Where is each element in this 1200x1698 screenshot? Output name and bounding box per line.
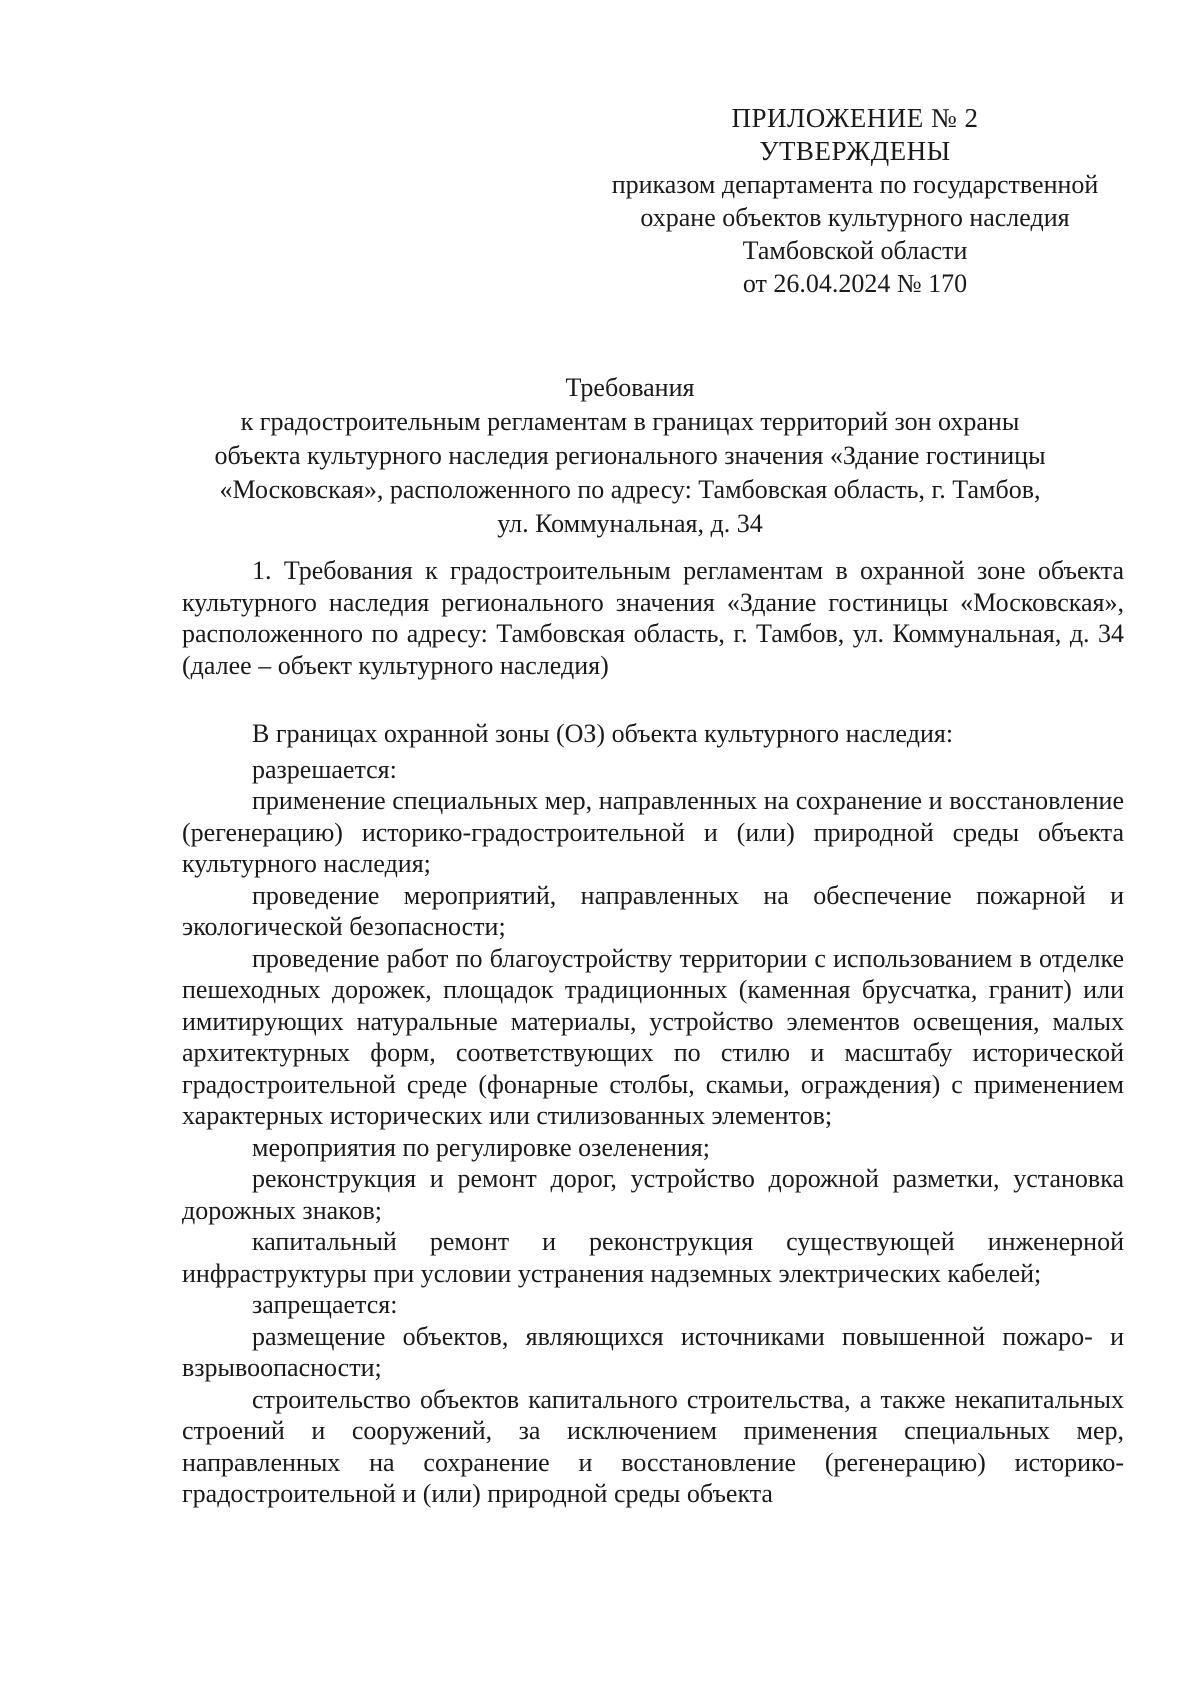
protection-zone-requirements bbox=[182, 718, 1124, 1510]
allowed-label: разрешается: bbox=[252, 754, 397, 784]
title-line: к градостроительным регламентам в границах территорий зон охраны bbox=[240, 407, 1020, 436]
approval-block bbox=[585, 102, 1125, 300]
allowed-item: проведение мероприятий, направленных на обеспечение пожарной и экологической безопасности; bbox=[182, 880, 1124, 941]
allowed-item: мероприятия по регулировке озеленения; bbox=[252, 1132, 710, 1162]
forbidden-item: строительство объектов капитального строительства, а также некапитальных строений и сооружений, за исключением применения специальных мер, направленных на сохранение и восстановление (регенерацию) историко-градостроительной и (или) природной среды объекта bbox=[182, 1384, 1124, 1508]
document-title bbox=[180, 371, 1080, 541]
title-line: Требования bbox=[565, 373, 695, 402]
forbidden-item: размещение объектов, являющихся источниками повышенной пожаро- и взрывоопасности; bbox=[182, 1321, 1124, 1382]
allowed-item: применение специальных мер, направленных на сохранение и восстановление (регенерацию) историко-градостроительной и (или) природной среды объекта культурного наследия; bbox=[182, 786, 1124, 878]
appendix-number: ПРИЛОЖЕНИЕ № 2 bbox=[731, 103, 979, 133]
order-line: охране объектов культурного наследия bbox=[640, 203, 1070, 232]
section-1-paragraph: 1. Требования к градостроительным регламентам в охранной зоне объекта культурного наследия регионального значения «Здание гостиницы «Московская», расположенного по адресу: Тамбовская область, г. Тамбов, ул. Коммунальная, д. 34 (далее – объект культурного наследия) bbox=[182, 556, 1124, 680]
title-line: объекта культурного наследия регионального значения «Здание гостиницы bbox=[214, 441, 1046, 470]
order-date-number: от 26.04.2024 № 170 bbox=[742, 269, 968, 298]
forbidden-label: запрещается: bbox=[252, 1290, 398, 1319]
title-line: ул. Коммунальная, д. 34 bbox=[497, 509, 763, 538]
oz-heading: В границах охранной зоны (ОЗ) объекта культурного наследия: bbox=[252, 719, 954, 748]
approved-label: УТВЕРЖДЕНЫ bbox=[759, 136, 951, 166]
title-line: «Московская», расположенного по адресу: Тамбовская область, г. Тамбов, bbox=[219, 475, 1041, 504]
allowed-item: проведение работ по благоустройству территории с использованием в отделке пешеходных дорожек, площадок традиционных (каменная брусчатка, гранит) или имитирующих натуральные материалы, устройство элементов освещения, малых архитектурных форм, соответствующих по стилю и масштабу исторической градостроительной среде (фонарные столбы, скамьи, ограждения) с применением характерных исторических или стилизованных элементов; bbox=[182, 943, 1124, 1130]
allowed-item: капитальный ремонт и реконструкция существующей инженерной инфраструктуры при условии устранения надземных электрических кабелей; bbox=[182, 1227, 1124, 1288]
order-line: Тамбовской области bbox=[742, 236, 968, 265]
allowed-item: реконструкция и ремонт дорог, устройство дорожной разметки, установка дорожных знаков; bbox=[182, 1164, 1124, 1225]
order-line: приказом департамента по государственной bbox=[611, 170, 1099, 199]
